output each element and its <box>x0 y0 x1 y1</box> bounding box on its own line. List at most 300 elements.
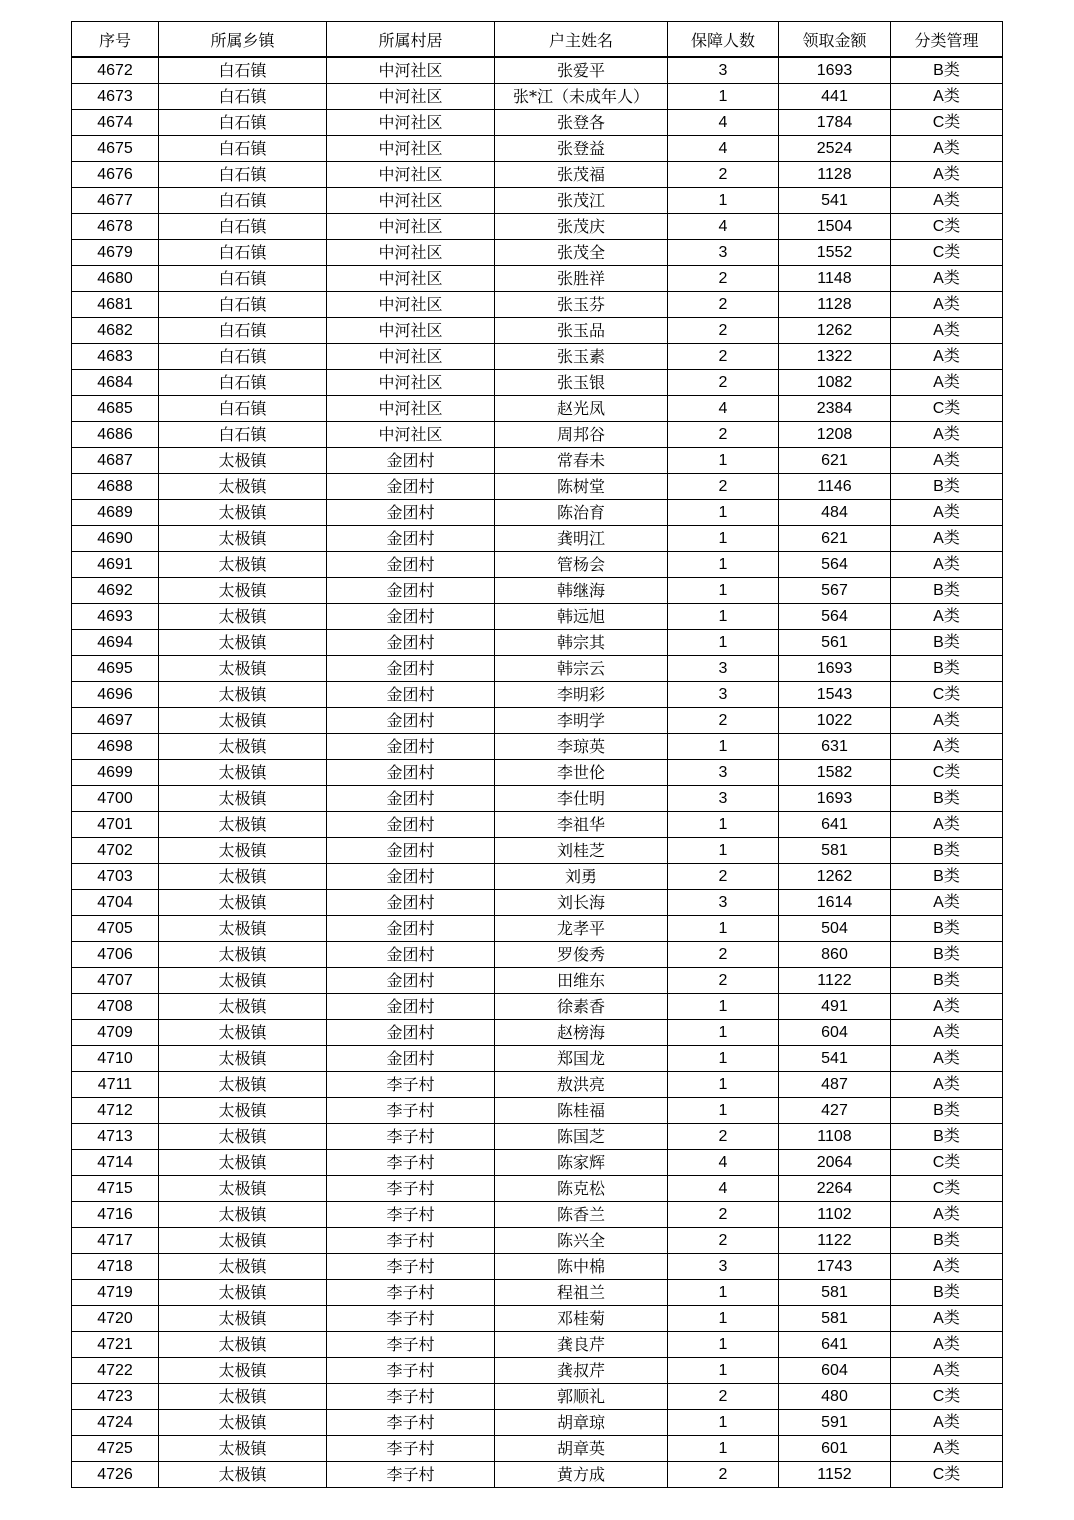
cell-index: 4722 <box>72 1358 159 1384</box>
cell-village: 李子村 <box>327 1384 495 1410</box>
cell-index: 4678 <box>72 214 159 240</box>
cell-village: 中河社区 <box>327 422 495 448</box>
cell-village: 中河社区 <box>327 110 495 136</box>
cell-index: 4721 <box>72 1332 159 1358</box>
cell-township: 白石镇 <box>159 162 327 188</box>
cell-village: 金团村 <box>327 812 495 838</box>
cell-village: 金团村 <box>327 578 495 604</box>
cell-index: 4698 <box>72 734 159 760</box>
table-row <box>72 448 1003 474</box>
cell-amount: 1784 <box>779 110 891 136</box>
cell-index: 4700 <box>72 786 159 812</box>
cell-householder: 龚叔芹 <box>495 1358 668 1384</box>
header-township: 所属乡镇 <box>159 22 327 58</box>
cell-index: 4707 <box>72 968 159 994</box>
cell-village: 金团村 <box>327 500 495 526</box>
cell-category: B类 <box>891 942 1003 968</box>
cell-category: B类 <box>891 578 1003 604</box>
cell-township: 太极镇 <box>159 500 327 526</box>
cell-householder: 龚良芹 <box>495 1332 668 1358</box>
cell-householder: 龚明江 <box>495 526 668 552</box>
cell-householder: 程祖兰 <box>495 1280 668 1306</box>
table-row <box>72 1436 1003 1462</box>
cell-village: 李子村 <box>327 1332 495 1358</box>
cell-amount: 1262 <box>779 864 891 890</box>
cell-householder: 赵榜海 <box>495 1020 668 1046</box>
cell-township: 太极镇 <box>159 1124 327 1150</box>
cell-persons: 1 <box>668 734 779 760</box>
cell-amount: 1262 <box>779 318 891 344</box>
cell-amount: 641 <box>779 812 891 838</box>
cell-amount: 1128 <box>779 292 891 318</box>
cell-village: 中河社区 <box>327 292 495 318</box>
cell-index: 4677 <box>72 188 159 214</box>
cell-amount: 1022 <box>779 708 891 734</box>
cell-township: 太极镇 <box>159 708 327 734</box>
cell-category: A类 <box>891 266 1003 292</box>
cell-index: 4686 <box>72 422 159 448</box>
cell-category: A类 <box>891 552 1003 578</box>
cell-amount: 2524 <box>779 136 891 162</box>
cell-category: A类 <box>891 1436 1003 1462</box>
cell-amount: 567 <box>779 578 891 604</box>
cell-category: B类 <box>891 1228 1003 1254</box>
cell-village: 金团村 <box>327 682 495 708</box>
cell-category: A类 <box>891 1332 1003 1358</box>
cell-householder: 陈兴全 <box>495 1228 668 1254</box>
cell-amount: 1102 <box>779 1202 891 1228</box>
table-row <box>72 1072 1003 1098</box>
cell-amount: 621 <box>779 448 891 474</box>
table-row <box>72 266 1003 292</box>
cell-index: 4675 <box>72 136 159 162</box>
cell-persons: 3 <box>668 57 779 84</box>
cell-amount: 1152 <box>779 1462 891 1488</box>
cell-village: 金团村 <box>327 708 495 734</box>
cell-householder: 韩宗云 <box>495 656 668 682</box>
cell-householder: 张茂庆 <box>495 214 668 240</box>
cell-householder: 李琼英 <box>495 734 668 760</box>
cell-township: 太极镇 <box>159 1098 327 1124</box>
table-row <box>72 84 1003 110</box>
cell-category: A类 <box>891 734 1003 760</box>
cell-township: 白石镇 <box>159 370 327 396</box>
table-row <box>72 318 1003 344</box>
table-row <box>72 708 1003 734</box>
cell-index: 4699 <box>72 760 159 786</box>
table-row <box>72 1280 1003 1306</box>
cell-township: 白石镇 <box>159 57 327 84</box>
cell-index: 4688 <box>72 474 159 500</box>
cell-persons: 2 <box>668 1202 779 1228</box>
cell-township: 白石镇 <box>159 422 327 448</box>
cell-village: 中河社区 <box>327 84 495 110</box>
cell-persons: 2 <box>668 1124 779 1150</box>
cell-persons: 3 <box>668 890 779 916</box>
cell-category: B类 <box>891 1098 1003 1124</box>
cell-township: 太极镇 <box>159 1150 327 1176</box>
cell-persons: 1 <box>668 578 779 604</box>
cell-index: 4682 <box>72 318 159 344</box>
cell-index: 4715 <box>72 1176 159 1202</box>
cell-village: 金团村 <box>327 838 495 864</box>
table-row <box>72 1124 1003 1150</box>
cell-village: 金团村 <box>327 448 495 474</box>
cell-township: 太极镇 <box>159 916 327 942</box>
table-row <box>72 1228 1003 1254</box>
cell-householder: 郑国龙 <box>495 1046 668 1072</box>
cell-township: 白石镇 <box>159 188 327 214</box>
cell-householder: 陈香兰 <box>495 1202 668 1228</box>
cell-amount: 441 <box>779 84 891 110</box>
cell-householder: 张*江（未成年人） <box>495 84 668 110</box>
cell-amount: 1693 <box>779 656 891 682</box>
cell-index: 4718 <box>72 1254 159 1280</box>
cell-index: 4709 <box>72 1020 159 1046</box>
cell-index: 4694 <box>72 630 159 656</box>
cell-persons: 3 <box>668 786 779 812</box>
cell-index: 4704 <box>72 890 159 916</box>
cell-index: 4726 <box>72 1462 159 1488</box>
cell-category: A类 <box>891 344 1003 370</box>
cell-householder: 张爱平 <box>495 57 668 84</box>
cell-township: 太极镇 <box>159 1332 327 1358</box>
cell-householder: 李仕明 <box>495 786 668 812</box>
cell-township: 太极镇 <box>159 1358 327 1384</box>
cell-village: 中河社区 <box>327 240 495 266</box>
cell-amount: 621 <box>779 526 891 552</box>
cell-persons: 1 <box>668 812 779 838</box>
cell-category: A类 <box>891 1046 1003 1072</box>
cell-category: A类 <box>891 708 1003 734</box>
cell-persons: 1 <box>668 1098 779 1124</box>
cell-category: A类 <box>891 162 1003 188</box>
cell-persons: 4 <box>668 1150 779 1176</box>
cell-persons: 3 <box>668 240 779 266</box>
cell-village: 李子村 <box>327 1098 495 1124</box>
cell-persons: 2 <box>668 162 779 188</box>
cell-category: A类 <box>891 812 1003 838</box>
cell-persons: 1 <box>668 916 779 942</box>
cell-householder: 陈树堂 <box>495 474 668 500</box>
table-row <box>72 344 1003 370</box>
cell-township: 太极镇 <box>159 630 327 656</box>
cell-amount: 591 <box>779 1410 891 1436</box>
cell-persons: 1 <box>668 838 779 864</box>
cell-persons: 4 <box>668 1176 779 1202</box>
cell-persons: 1 <box>668 630 779 656</box>
cell-amount: 1122 <box>779 968 891 994</box>
cell-village: 金团村 <box>327 1020 495 1046</box>
cell-amount: 860 <box>779 942 891 968</box>
cell-persons: 1 <box>668 552 779 578</box>
cell-township: 太极镇 <box>159 812 327 838</box>
cell-village: 金团村 <box>327 916 495 942</box>
cell-amount: 1322 <box>779 344 891 370</box>
cell-village: 金团村 <box>327 734 495 760</box>
cell-persons: 1 <box>668 1332 779 1358</box>
cell-village: 李子村 <box>327 1124 495 1150</box>
cell-village: 金团村 <box>327 942 495 968</box>
cell-householder: 刘桂芝 <box>495 838 668 864</box>
cell-category: A类 <box>891 188 1003 214</box>
cell-township: 太极镇 <box>159 604 327 630</box>
cell-index: 4710 <box>72 1046 159 1072</box>
cell-persons: 2 <box>668 1228 779 1254</box>
cell-index: 4691 <box>72 552 159 578</box>
cell-persons: 1 <box>668 1358 779 1384</box>
cell-householder: 邓桂菊 <box>495 1306 668 1332</box>
cell-householder: 龙孝平 <box>495 916 668 942</box>
cell-householder: 李世伦 <box>495 760 668 786</box>
table-row <box>72 656 1003 682</box>
table-row <box>72 864 1003 890</box>
cell-category: C类 <box>891 1176 1003 1202</box>
table-row <box>72 682 1003 708</box>
cell-index: 4681 <box>72 292 159 318</box>
cell-village: 金团村 <box>327 630 495 656</box>
cell-index: 4703 <box>72 864 159 890</box>
cell-category: B类 <box>891 630 1003 656</box>
cell-persons: 1 <box>668 1410 779 1436</box>
cell-amount: 487 <box>779 1072 891 1098</box>
cell-householder: 张玉银 <box>495 370 668 396</box>
cell-village: 金团村 <box>327 552 495 578</box>
cell-householder: 李祖华 <box>495 812 668 838</box>
cell-village: 李子村 <box>327 1358 495 1384</box>
table-row <box>72 786 1003 812</box>
cell-village: 金团村 <box>327 890 495 916</box>
cell-householder: 陈家辉 <box>495 1150 668 1176</box>
table-row <box>72 474 1003 500</box>
cell-category: C类 <box>891 396 1003 422</box>
cell-persons: 4 <box>668 110 779 136</box>
cell-index: 4683 <box>72 344 159 370</box>
cell-category: A类 <box>891 84 1003 110</box>
cell-category: B类 <box>891 968 1003 994</box>
cell-category: B类 <box>891 474 1003 500</box>
cell-householder: 赵光凤 <box>495 396 668 422</box>
table-row <box>72 968 1003 994</box>
cell-category: A类 <box>891 136 1003 162</box>
table-row <box>72 110 1003 136</box>
table-row <box>72 188 1003 214</box>
table-row <box>72 890 1003 916</box>
cell-householder: 刘长海 <box>495 890 668 916</box>
table-row <box>72 240 1003 266</box>
cell-village: 中河社区 <box>327 396 495 422</box>
cell-township: 太极镇 <box>159 760 327 786</box>
cell-village: 李子村 <box>327 1280 495 1306</box>
cell-village: 李子村 <box>327 1254 495 1280</box>
cell-category: C类 <box>891 1384 1003 1410</box>
cell-index: 4672 <box>72 57 159 84</box>
cell-category: C类 <box>891 760 1003 786</box>
cell-index: 4685 <box>72 396 159 422</box>
table-row <box>72 136 1003 162</box>
cell-category: A类 <box>891 500 1003 526</box>
cell-amount: 1122 <box>779 1228 891 1254</box>
cell-amount: 1693 <box>779 57 891 84</box>
cell-village: 李子村 <box>327 1072 495 1098</box>
cell-amount: 604 <box>779 1020 891 1046</box>
cell-index: 4673 <box>72 84 159 110</box>
cell-category: A类 <box>891 1202 1003 1228</box>
cell-amount: 581 <box>779 1280 891 1306</box>
cell-category: A类 <box>891 370 1003 396</box>
cell-persons: 4 <box>668 214 779 240</box>
cell-householder: 敖洪亮 <box>495 1072 668 1098</box>
cell-village: 李子村 <box>327 1228 495 1254</box>
cell-householder: 张玉芬 <box>495 292 668 318</box>
header-village: 所属村居 <box>327 22 495 58</box>
cell-householder: 罗俊秀 <box>495 942 668 968</box>
cell-index: 4705 <box>72 916 159 942</box>
cell-village: 中河社区 <box>327 266 495 292</box>
table-row <box>72 396 1003 422</box>
cell-village: 金团村 <box>327 656 495 682</box>
cell-township: 白石镇 <box>159 136 327 162</box>
cell-persons: 1 <box>668 1072 779 1098</box>
cell-village: 李子村 <box>327 1410 495 1436</box>
cell-category: A类 <box>891 448 1003 474</box>
cell-index: 4711 <box>72 1072 159 1098</box>
cell-township: 太极镇 <box>159 864 327 890</box>
cell-persons: 1 <box>668 1436 779 1462</box>
cell-category: C类 <box>891 682 1003 708</box>
cell-category: A类 <box>891 526 1003 552</box>
cell-township: 太极镇 <box>159 942 327 968</box>
cell-category: A类 <box>891 890 1003 916</box>
cell-index: 4725 <box>72 1436 159 1462</box>
cell-category: B类 <box>891 786 1003 812</box>
table-row <box>72 57 1003 84</box>
cell-amount: 1208 <box>779 422 891 448</box>
cell-village: 中河社区 <box>327 370 495 396</box>
cell-householder: 张登益 <box>495 136 668 162</box>
cell-persons: 3 <box>668 656 779 682</box>
cell-index: 4680 <box>72 266 159 292</box>
cell-category: A类 <box>891 604 1003 630</box>
cell-village: 金团村 <box>327 994 495 1020</box>
cell-persons: 1 <box>668 604 779 630</box>
cell-category: C类 <box>891 1462 1003 1488</box>
table-row <box>72 370 1003 396</box>
header-row <box>72 22 1003 58</box>
cell-category: A类 <box>891 1358 1003 1384</box>
table-row <box>72 760 1003 786</box>
cell-township: 太极镇 <box>159 1072 327 1098</box>
cell-township: 白石镇 <box>159 84 327 110</box>
header-householder: 户主姓名 <box>495 22 668 58</box>
cell-persons: 2 <box>668 344 779 370</box>
header-persons: 保障人数 <box>668 22 779 58</box>
cell-householder: 胡章英 <box>495 1436 668 1462</box>
table-row <box>72 1332 1003 1358</box>
cell-index: 4684 <box>72 370 159 396</box>
cell-township: 白石镇 <box>159 266 327 292</box>
cell-amount: 641 <box>779 1332 891 1358</box>
cell-category: A类 <box>891 1410 1003 1436</box>
cell-township: 太极镇 <box>159 526 327 552</box>
cell-householder: 李明彩 <box>495 682 668 708</box>
table-row <box>72 630 1003 656</box>
cell-householder: 张茂江 <box>495 188 668 214</box>
cell-index: 4690 <box>72 526 159 552</box>
cell-village: 金团村 <box>327 474 495 500</box>
cell-amount: 561 <box>779 630 891 656</box>
table-row <box>72 1176 1003 1202</box>
cell-index: 4723 <box>72 1384 159 1410</box>
cell-index: 4724 <box>72 1410 159 1436</box>
cell-category: C类 <box>891 214 1003 240</box>
cell-township: 太极镇 <box>159 656 327 682</box>
cell-amount: 1082 <box>779 370 891 396</box>
cell-persons: 3 <box>668 760 779 786</box>
cell-persons: 2 <box>668 942 779 968</box>
cell-persons: 2 <box>668 1384 779 1410</box>
cell-village: 李子村 <box>327 1436 495 1462</box>
cell-township: 太极镇 <box>159 682 327 708</box>
cell-householder: 常春未 <box>495 448 668 474</box>
cell-village: 金团村 <box>327 864 495 890</box>
cell-amount: 541 <box>779 188 891 214</box>
cell-township: 太极镇 <box>159 838 327 864</box>
cell-township: 太极镇 <box>159 734 327 760</box>
cell-amount: 564 <box>779 552 891 578</box>
cell-index: 4716 <box>72 1202 159 1228</box>
cell-category: A类 <box>891 994 1003 1020</box>
cell-village: 金团村 <box>327 968 495 994</box>
cell-householder: 刘勇 <box>495 864 668 890</box>
cell-amount: 541 <box>779 1046 891 1072</box>
cell-village: 中河社区 <box>327 136 495 162</box>
table-row <box>72 838 1003 864</box>
cell-amount: 1108 <box>779 1124 891 1150</box>
cell-township: 太极镇 <box>159 1202 327 1228</box>
cell-village: 李子村 <box>327 1150 495 1176</box>
cell-township: 太极镇 <box>159 552 327 578</box>
cell-householder: 周邦谷 <box>495 422 668 448</box>
cell-index: 4696 <box>72 682 159 708</box>
cell-persons: 4 <box>668 396 779 422</box>
table-row <box>72 578 1003 604</box>
cell-householder: 徐素香 <box>495 994 668 1020</box>
cell-amount: 581 <box>779 1306 891 1332</box>
table-row <box>72 1358 1003 1384</box>
cell-village: 金团村 <box>327 604 495 630</box>
cell-village: 中河社区 <box>327 318 495 344</box>
cell-amount: 1504 <box>779 214 891 240</box>
cell-persons: 1 <box>668 1020 779 1046</box>
cell-village: 中河社区 <box>327 214 495 240</box>
cell-amount: 491 <box>779 994 891 1020</box>
cell-category: B类 <box>891 1124 1003 1150</box>
cell-index: 4676 <box>72 162 159 188</box>
cell-householder: 陈克松 <box>495 1176 668 1202</box>
cell-amount: 1552 <box>779 240 891 266</box>
cell-category: A类 <box>891 1072 1003 1098</box>
cell-amount: 564 <box>779 604 891 630</box>
cell-category: A类 <box>891 1254 1003 1280</box>
cell-index: 4674 <box>72 110 159 136</box>
cell-index: 4706 <box>72 942 159 968</box>
cell-village: 中河社区 <box>327 162 495 188</box>
table-row <box>72 422 1003 448</box>
cell-amount: 2384 <box>779 396 891 422</box>
table-row <box>72 1202 1003 1228</box>
cell-township: 太极镇 <box>159 1254 327 1280</box>
